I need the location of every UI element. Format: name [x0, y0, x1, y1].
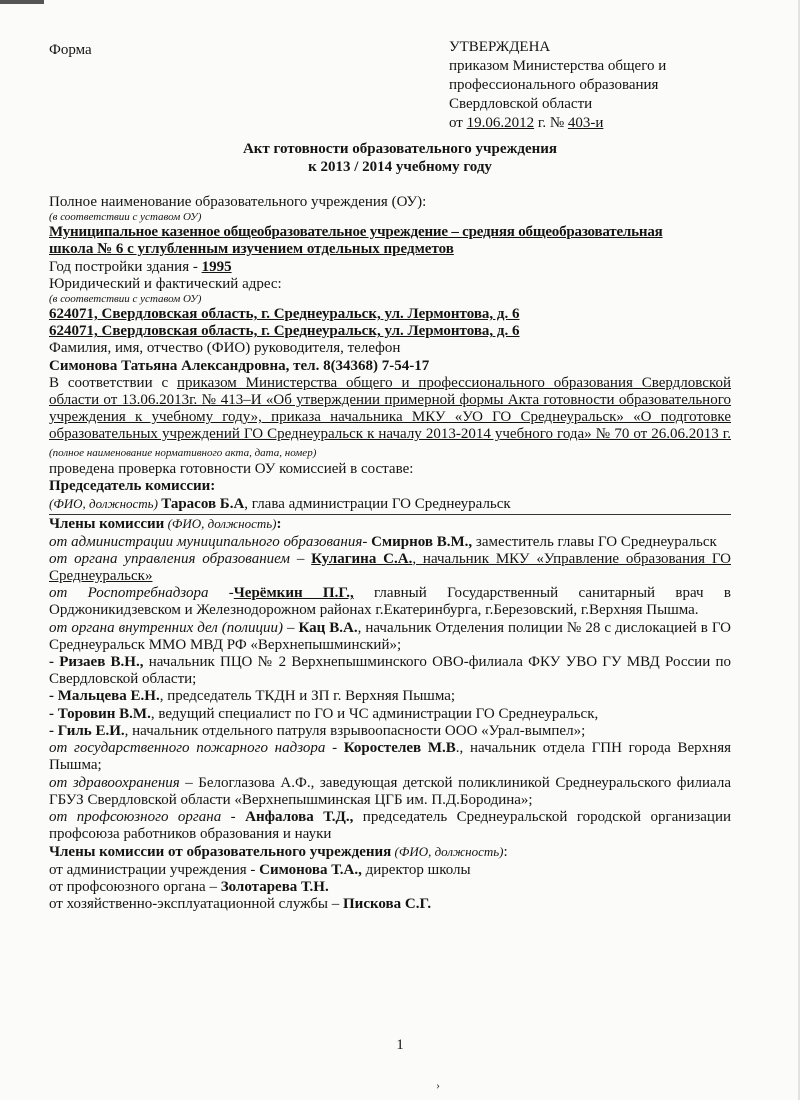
ou-members-label: Члены комиссии от образовательного учреждения — [49, 844, 392, 861]
member-dash: - — [208, 585, 234, 602]
member-name: - Ризаев В.Н., — [49, 654, 144, 671]
member-role: , председатель ТКДН и ЗП г. Верхняя Пышма; — [159, 688, 456, 705]
member-name: Анфалова Т.Д., — [245, 808, 354, 825]
ou-members-note: (ФИО, должность) — [391, 844, 504, 860]
approved-date: 19.06.2012 — [466, 115, 535, 131]
member-item — [49, 654, 731, 688]
check-text: проведена проверка готовности ОУ комиссией в составе: — [49, 460, 414, 477]
member-role: ., начальник отдела ГПН города Верхняя Пышма; — [49, 740, 731, 774]
full-name-label: Полное наименование образовательного учреждения (ОУ): — [49, 194, 427, 210]
school-name-line: школа № 6 с углубленным изучением отдельных предметов — [49, 241, 454, 258]
chair-line — [49, 495, 731, 513]
member-role: начальник ПЦО № 2 Верхнепышминского ОВО-филиала ФКУ УВО ГУ МВД России по Свердловской области; — [49, 654, 731, 688]
chair-label: Председатель комиссии: — [49, 478, 216, 495]
chair-name: Тарасов Б.А — [161, 496, 245, 513]
member-org: от Роспотребнадзора — [49, 585, 209, 602]
address-note: (в соответствии с уставом ОУ) — [49, 293, 202, 306]
ou-members-colon: : — [503, 844, 508, 861]
address-label: Юридический и фактический адрес: — [49, 275, 282, 292]
approved-line: Свердловской области — [449, 96, 593, 112]
basis-note: (полное наименование нормативного акта, дата, номер) — [49, 446, 317, 459]
basis-prefix: В соответствии с — [49, 374, 177, 391]
member-dash: - — [325, 740, 344, 757]
member-org: от государственного пожарного надзора — [49, 740, 326, 757]
chair-note: (ФИО, должность) — [49, 496, 162, 512]
member-item — [49, 620, 731, 654]
ou-member-prefix: от профсоюзного органа – — [49, 878, 221, 895]
charter-note: (в соответствии с уставом ОУ) — [49, 211, 202, 224]
approved-year: г. № — [534, 115, 568, 131]
member-item — [49, 723, 731, 740]
member-org: от профсоюзного органа — [49, 808, 222, 825]
member-item — [49, 688, 731, 705]
member-item — [49, 534, 731, 551]
ou-member-item — [49, 896, 731, 913]
form-label: Форма — [49, 42, 92, 58]
ou-member-item — [49, 862, 731, 879]
member-role: главный Государственный санитарный врач в Орджоникидзевском и Железнодорожном районах г.Екатеринбурга, г.Березовский, г.Верхняя Пышма. — [49, 585, 731, 619]
members-label: Члены комиссии — [49, 516, 165, 533]
approved-number: 403-и — [567, 115, 604, 131]
actual-address: 624071, Свердловская область, г. Среднеуральск, ул. Лермонтова, д. 6 — [49, 323, 520, 340]
member-name: Коростелев М.В — [343, 740, 456, 757]
member-org: от администрации муниципального образования- — [49, 533, 368, 550]
member-name: - Торовин В.М. — [49, 705, 151, 722]
member-item — [49, 809, 731, 843]
members-note: (ФИО, должность) — [164, 516, 277, 532]
members-colon: : — [276, 516, 282, 533]
member-name: Кац В.А. — [298, 619, 358, 636]
member-role: , начальник Отделения полиции № 28 с дислокацией в ГО Среднеуральск ММО МВД РФ «Верхнепышминский»; — [49, 619, 731, 653]
document-title: Акт готовности образовательного учреждения — [242, 141, 558, 157]
ou-member-item — [49, 879, 731, 896]
scan-speck: › — [436, 1078, 440, 1092]
approved-line: приказом Министерства общего и — [449, 58, 667, 74]
approval-stamp-block — [449, 38, 769, 133]
ou-member-name: Симонова Т.А., — [259, 861, 362, 878]
member-name: - Мальцева Е.Н. — [49, 688, 160, 705]
member-name: - Гиль Е.И. — [49, 722, 125, 739]
basis-paragraph — [49, 375, 731, 461]
member-role: председатель Среднеуральской городской организации профсоюза работников образования и науки — [49, 808, 732, 843]
member-item — [49, 706, 731, 723]
member-role: заместитель главы ГО Среднеуральск — [472, 533, 717, 550]
head-value: Симонова Татьяна Александровна, тел. 8(34368) 7-54-17 — [49, 357, 430, 374]
page-number: 1 — [396, 1037, 404, 1053]
member-role: , начальник отдельного патруля взрывоопасности ООО «Урал-вымпел»; — [124, 722, 586, 739]
member-role: – Белоглазова А.Ф., заведующая детской поликлиникой Среднеуральского филиала ГБУЗ Свердловской области «Верхнепышминская ЦГБ им. П.Д.Бородина»; — [49, 774, 731, 808]
scan-corner-mark — [0, 0, 44, 4]
member-dash: - — [221, 808, 246, 825]
chair-role: , глава администрации ГО Среднеуральск — [244, 496, 511, 513]
legal-address: 624071, Свердловская область, г. Среднеуральск, ул. Лермонтова, д. 6 — [49, 306, 520, 323]
approved-from: от — [449, 115, 467, 131]
member-role: , начальник МКУ «Управление образования ГО Среднеуральск» — [49, 550, 731, 585]
build-year-line — [49, 259, 731, 276]
document-subtitle: к 2013 / 2014 учебному году — [308, 159, 492, 175]
ou-member-name: Пискова С.Г. — [343, 895, 432, 912]
ou-members-header — [49, 843, 731, 861]
member-item — [49, 775, 731, 809]
approved-line: профессионального образования — [449, 77, 659, 93]
build-year: 1995 — [201, 258, 232, 275]
head-label: Фамилия, имя, отчество (ФИО) руководителя, телефон — [49, 340, 401, 357]
member-name: Кулагина С.А. — [311, 550, 413, 567]
member-org: от органа внутренних дел (полиции) – — [49, 619, 299, 636]
document-body — [49, 194, 731, 913]
approved-title: УТВЕРЖДЕНА — [449, 39, 551, 55]
member-item — [49, 740, 731, 774]
members-header — [49, 514, 731, 533]
member-name: Черёмкин П.Г., — [233, 585, 354, 602]
approved-date-line — [449, 114, 769, 133]
ou-member-prefix: от хозяйственно-эксплуатационной службы – — [49, 895, 344, 912]
member-org: от здравоохранения — [49, 774, 180, 791]
member-item — [49, 585, 731, 619]
basis-text: приказом Министерства общего и профессионального образования Свердловской области от 13.06.2013г. № 413–И «Об утверждении примерной формы Акта готовности образовательного учреждения к учебному году», приказа начальника МКУ «УО ГО Среднеуральск» «О подготовке образовательных учреждений ГО Среднеуральск к началу 2013-2014 учебного года» № 70 от 26.06.2013 г. — [49, 374, 731, 443]
member-item — [49, 551, 731, 585]
ou-member-prefix: от администрации учреждения - — [49, 861, 260, 878]
build-year-label: Год постройки здания - — [49, 258, 202, 275]
ou-member-role: директор школы — [361, 861, 471, 878]
member-org: от органа управления образованием – — [49, 550, 312, 567]
school-name-line: Муниципальное казенное общеобразовательное учреждение – средняя общеобразовательная — [49, 224, 663, 241]
ou-member-name: Золотарева Т.Н. — [220, 878, 329, 895]
member-name: Смирнов В.М., — [371, 533, 473, 550]
member-role: , ведущий специалист по ГО и ЧС администрации ГО Среднеуральск, — [150, 705, 599, 722]
